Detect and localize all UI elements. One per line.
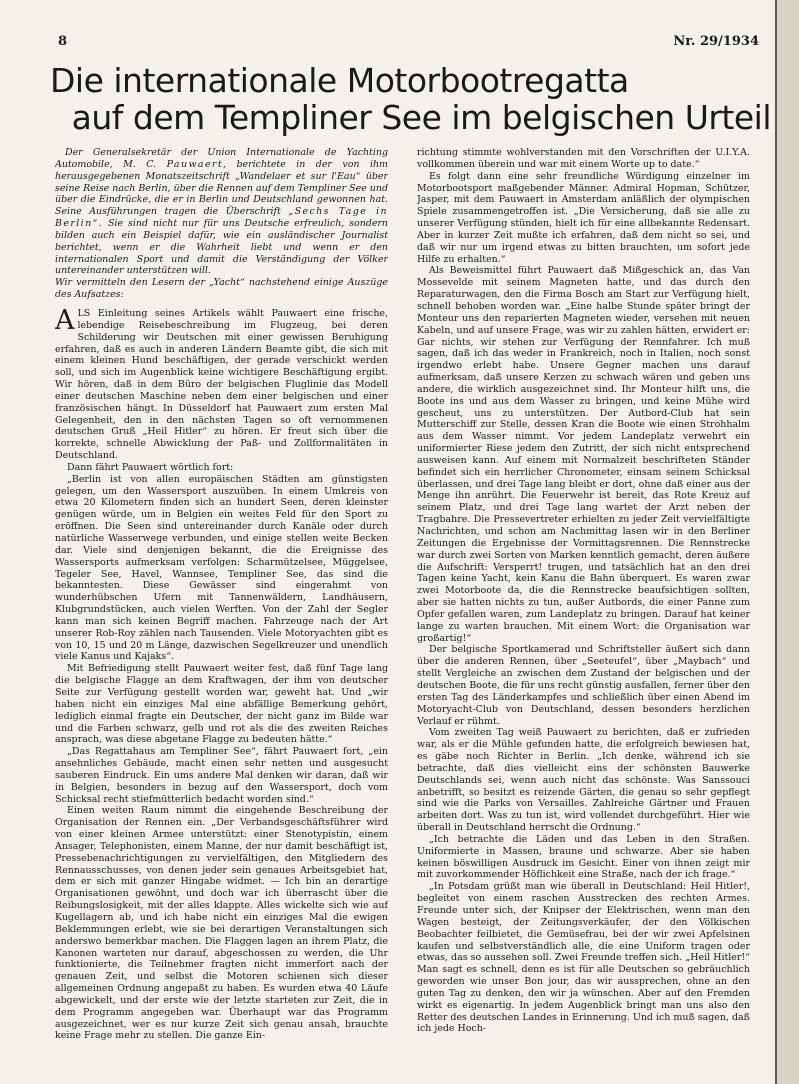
page-edge bbox=[777, 0, 799, 1084]
lead-paragraph bbox=[55, 304, 388, 462]
body-paragraph: „Das Regattahaus am Templiner See“, fährt Pauwaert fort, „ein ansehnliches Gebäude, macht einen sehr netten und ausgesucht sauberen Eindruck. Ein ums andere Mal denken wir daran, daß wir in Belgien, besonders in bezug auf den Wassersport, doch vom Schicksal recht stiefmütterlich bedacht worden sind.“ bbox=[55, 746, 388, 805]
body-paragraph: Der belgische Sportkamerad und Schriftsteller äußert sich dann über die anderen Rennen, über „Seeteufel“, über „Maybach“ und stellt Vergleiche an zwischen dem Zustand der belgischen und der deutschen Boote, die für uns recht günstig ausfallen, ferner über den ersten Tag des Länderkampfes und schließlich über einen Abend im Motoryacht-Club von Deutschland, dessen besonders herzlichen Verlauf er rühmt. bbox=[417, 644, 750, 727]
intro-text-d: Wir vermitteln den Lesern der „Yacht“ nachstehend einige Auszüge des Aufsatzes: bbox=[55, 277, 388, 301]
body-paragraph: „Ich betrachte die Läden und das Leben in den Straßen. Uniformierte in Massen, braune und schwarze. Aber sie haben keinen böswilligen Ausdruck im Gesicht. Einer von ihnen zeigt mir mit zuvorkommender Höflichkeit eine Straße, nach der ich frage.“ bbox=[417, 833, 750, 881]
lead-text: LS Einleitung seines Artikels wählt Pauwaert eine frische, lebendige Reisebeschreibung im Flugzeug, bei deren Schilderung wir Deutschen mit einer gewissen Beruhigung erfahren, daß es auch in anderen Ländern Beamte gibt, die sich mit einem kleinen Hund beschäftigen, der gerade verschickt werden soll, und sich im Augenblick keine wichtigere Beschäftigung ergibt. Wir hören, daß in dem Büro der belgischen Fluglinie das Modell einer deutschen Maschine neben dem einer belgischen und einer französischen hängt. In Düsseldorf hat Pauwaert zum ersten Mal Gelegenheit, den in den nächsten Tagen so oft vernommenen deutschen Gruß „Heil Hitler“ zu hören. Er freut sich über die korrekte, schnelle Abwicklung der Paß- und Zollformalitäten in Deutschland. bbox=[55, 307, 388, 462]
left-column bbox=[55, 147, 388, 1048]
page-number: 8 bbox=[58, 34, 68, 49]
intro-name: Pauwaert bbox=[166, 158, 224, 170]
body-paragraph: Es folgt dann eine sehr freundliche Würdigung einzelner im Motorbootsport maßgebender Männer. Admiral Hopman, Schützer, Jasper, mit dem Pauwaert in Amsterdam anläßlich der olympischen Spiele zusammengetroffen ist. „Die Versicherung, daß sie alle zu unserer Verfügung stünden, hielt ich für eine allbekannte Redensart. Aber in kurzer Zeit mußte ich erfahren, daß dem nicht so sei, und daß wir nur um irgend etwas zu bitten brauchten, um sofort jede Hilfe zu erhalten.“ bbox=[417, 170, 750, 265]
issue-number: Nr. 29/1934 bbox=[673, 34, 759, 49]
body-paragraph: Einen weiten Raum nimmt die eingehende Beschreibung der Organisation der Rennen ein. „Der Verbandsgeschäftsführer wird von einer kleinen Armee unterstützt: einer Stenotypistin, einem Ansager, Telephonisten, einem Manne, der nur damit beschäftigt ist, Pressebenachrichtigungen zu vervielfältigen, den Mitgliedern des Rennausschusses, von denen jeder sein genaues Arbeitsgebiet hat, dem er sich mit ganzer Hingabe widmet. — Ich bin an derartige Organisationen gewöhnt, und doch war ich überrascht über die Reibungslosigkeit, mit der alles klappte. Alles wickelte sich wie auf Kugellagern ab, und ich habe nicht ein einziges Mal die ewigen Beklemmungen erlebt, wie sie bei derartigen Veranstaltungen sich anderswo bemerkbar machen. Die Flaggen lagen an ihrem Platz, die Kanonen warteten nur darauf, abgeschossen zu werden, die Uhr funktionierte, die Teilnehmer fragten nicht immerfort nach der genauen Zeit, und selbst die Motoren schienen sich dieser allgemeinen Ordnung angepaßt zu haben. Es wurden etwa 40 Läufe abgewickelt, und der erste wie der letzte starteten zur Zeit, die in dem Programm angegeben war. Überhaupt war das Programm ausgezeichnet, wer es nur kurze Zeit sich genau ansah, brauchte keine Frage mehr zu stellen. Die ganze Ein- bbox=[55, 805, 388, 1042]
intro-text-b: , berichtete in der von ihm herausgegebenen Monatszeitschrift „Wandelaer et sur l'Eau“ über seine Reise nach Berlin, über die Rennen auf dem Templiner See und über die Eindrücke, die er in Berlin und Deutschland gewonnen hat. Seine Ausführungen tragen die Überschrift bbox=[55, 158, 388, 218]
headline-line-2: auf dem Templiner See im belgischen Urteil bbox=[71, 98, 771, 137]
body-paragraph: „Berlin ist von allen europäischen Städten am günstigsten gelegen, um den Wassersport auszuüben. In einem Umkreis von etwa 20 Kilometern finden sich an hundert Seen, deren kleinster genügen würde, um in Belgien ein weites Feld für den Sport zu eröffnen. Die Seen sind untereinander durch Kanäle oder durch natürliche Wasserwege verbunden, und einige stellen weite Becken dar. Viele sind denjenigen bekannt, die die Ereignisse des Wassersports aufmerksam verfolgen: Scharmützelsee, Müggelsee, Tegeler See, Havel, Wannsee, Templiner See, das sind die bekanntesten. Diese Gewässer sind eingerahmt von wunderhübschen Ufern mit Tannenwäldern, Landhäusern, Klubgrundstücken, auch vielen Werften. Von der Zahl der Segler kann man sich keinen Begriff machen. Fahrzeuge nach der Art unserer Rob-Roy zählen nach Tausenden. Viele Motoryachten gibt es von 10, 15 und 20 m Länge, dazwischen Segelkreuzer und unendlich viele Kanus und Kajaks“. bbox=[55, 473, 388, 663]
headline-line-1: Die internationale Motorbootregatta bbox=[50, 61, 629, 100]
body-paragraph: „In Potsdam grüßt man wie überall in Deutschland: Heil Hitler!, begleitet von einem raschen Ausstrecken des rechten Armes. Freunde unter sich, der Knipser der Elektrischen, wenn man den Wagen besteigt, der Zeitungsverkäufer, der den Völkischen Beobachter feilbietet, die Gemüsefrau, bei der wir zwei Apfelsinen kaufen und selbstverständlich alle, die eine Uniform tragen oder etwas, das so aussehen soll. Zwei Freunde treffen sich. „Heil Hitler!“ Man sagt es schnell, denn es ist für alle Deutschen so gebräuchlich geworden wie unser Bon jour, das wir aussprechen, ohne an den guten Tag zu denken, den wir ja wünschen. Aber auf den Fremden wirkt es eigenartig. In jedem Augenblick bringt man uns also den Retter des deutschen Landes in Erinnerung. Und ich muß sagen, daß ich jede Hoch- bbox=[417, 881, 750, 1035]
intro-spaced-title: „Sechs Tage in Berlin“. bbox=[55, 206, 388, 230]
body-paragraph: Dann fährt Pauwaert wörtlich fort: bbox=[67, 461, 234, 473]
right-column bbox=[417, 147, 750, 1048]
body-paragraph: Als Beweismittel führt Pauwaert daß Mißgeschick an, das Van Mossevelde mit seinem Magneten hatte, und das durch den Reparaturwagen, den die Firma Bosch am Start zur Verfügung hielt, schnell behoben worden war. „Eine halbe Stunde später bringt der Monteur uns den reparierten Magneten wieder, versehen mit neuen Kabeln, und auf unsere Frage, was wir zu zahlen hätten, erwidert er: Gar nichts, wir stehen zur Verfügung der Rennfahrer. Ich muß sagen, daß ich das weder in Frankreich, noch in Italien, noch sonst irgendwo erlebt habe. Unsere Gegner machen uns darauf aufmerksam, daß unsere Kerzen zu schwach wären und geben uns andere, die wirklich ausgezeichnet sind. Ihr Monteur hilft uns, die Boote ins und aus dem Wasser zu bringen, und keine Mühe wird gescheut, uns zu unterstützen. Der Autbord-Club hat sein Mutterschiff zur Stelle, dessen Kran die Boote wie einen Strohhalm aus dem Wasser nimmt. Vor jedem Landeplatz verwehrt ein uniformierter Riese jedem den Zutritt, der sich nicht entsprechend ausweisen kann. Auf einem mit Normalzeit beschrifteten Ständer befindet sich ein herrlicher Chronometer, einsam seinem Schicksal überlassen, und drei Tage lang bleibt er dort, ohne daß einer aus der Menge ihn anrührt. Die Feuerwehr ist bereit, das Rote Kreuz auf seinem Platz, und drei Tage lang wartet der Arzt neben der Tragbahre. Die Pressevertreter erhielten zu jeder Zeit vervielfältigte Nachrichten, und schon am Nachmittag lasen wir in den Berliner Zeitungen die Ergebnisse der Vormittagsrennen. Die Rennstrecke war durch zwei Sorten von Marken kenntlich gemacht, deren äußere die Aufschrift: Versperrt! trugen, und tatsächlich hat an den drei Tagen keine Yacht, kein Kanu die Bahn überquert. Es waren zwar zwei Motorboote da, die die Rennstrecke beaufsichtigen sollten, aber sie hatten nichts zu tun, außer Autbords, die einer Panne zum Opfer gefallen waren, zum Landeplatz zu bringen. Darauf hat keiner lange zu warten brauchen. Mit einem Wort: die Organisation war großartig!“ bbox=[417, 265, 750, 644]
drop-cap: A bbox=[55, 304, 75, 336]
body-paragraph: Vom zweiten Tag weiß Pauwaert zu berichten, daß er zufrieden war, als er die Mühle gefunden hatte, die erfolgreich bewiesen hat, es gäbe noch Richter in Berlin. „Ich denke, während ich sie betrachte, daß dies vielleicht eins der schönsten Bauwerke Deutschlands sei, wenn auch nicht das schönste. Was Sanssouci anbetrifft, so besitzt es reizende Gärten, die genau so sehr gepflegt sind wie die Parks von Versailles. Zahlreiche Gärtner und Frauen arbeiten dort. Was zu tun ist, wird vollendet durchgeführt. Hier wie überall in Deutschland herrscht die Ordnung.“ bbox=[417, 727, 750, 834]
intro-text-c: Sie sind nicht nur für uns Deutsche erfreulich, sondern bilden auch ein Beispiel dafür, wie ein ausländischer Journalist berichtet, wenn er die Wahrheit liebt und wenn er den internationalen Sport und damit die Verständigung der Völker untereinander unterstützen will. bbox=[55, 218, 388, 277]
intro-paragraph bbox=[55, 147, 388, 301]
body-paragraph: richtung stimmte wohlverstanden mit den Vorschriften der U.I.Y.A. vollkommen überein und war mit einem Worte up to date.“ bbox=[417, 147, 750, 170]
body-paragraph: Mit Befriedigung stellt Pauwaert weiter fest, daß fünf Tage lang die belgische Flagge an dem Kraftwagen, der ihm von deutscher Seite zur Verfügung gestellt worden war, geweht hat. Und „wir haben nicht ein einziges Mal eine abfällige Bemerkung gehört, lediglich einmal fragte ein Deutscher, der nicht ganz im Bilde war und die Farben schwarz, gelb und rot als die des zweiten Reiches ansprach, was diese abgetane Flagge zu bedeuten hätte.“ bbox=[55, 663, 388, 746]
article-headline bbox=[50, 62, 779, 136]
intro-text-a: Der Generalsekretär der Union Internationale de Yachting Automobile, M. C. bbox=[55, 147, 388, 170]
